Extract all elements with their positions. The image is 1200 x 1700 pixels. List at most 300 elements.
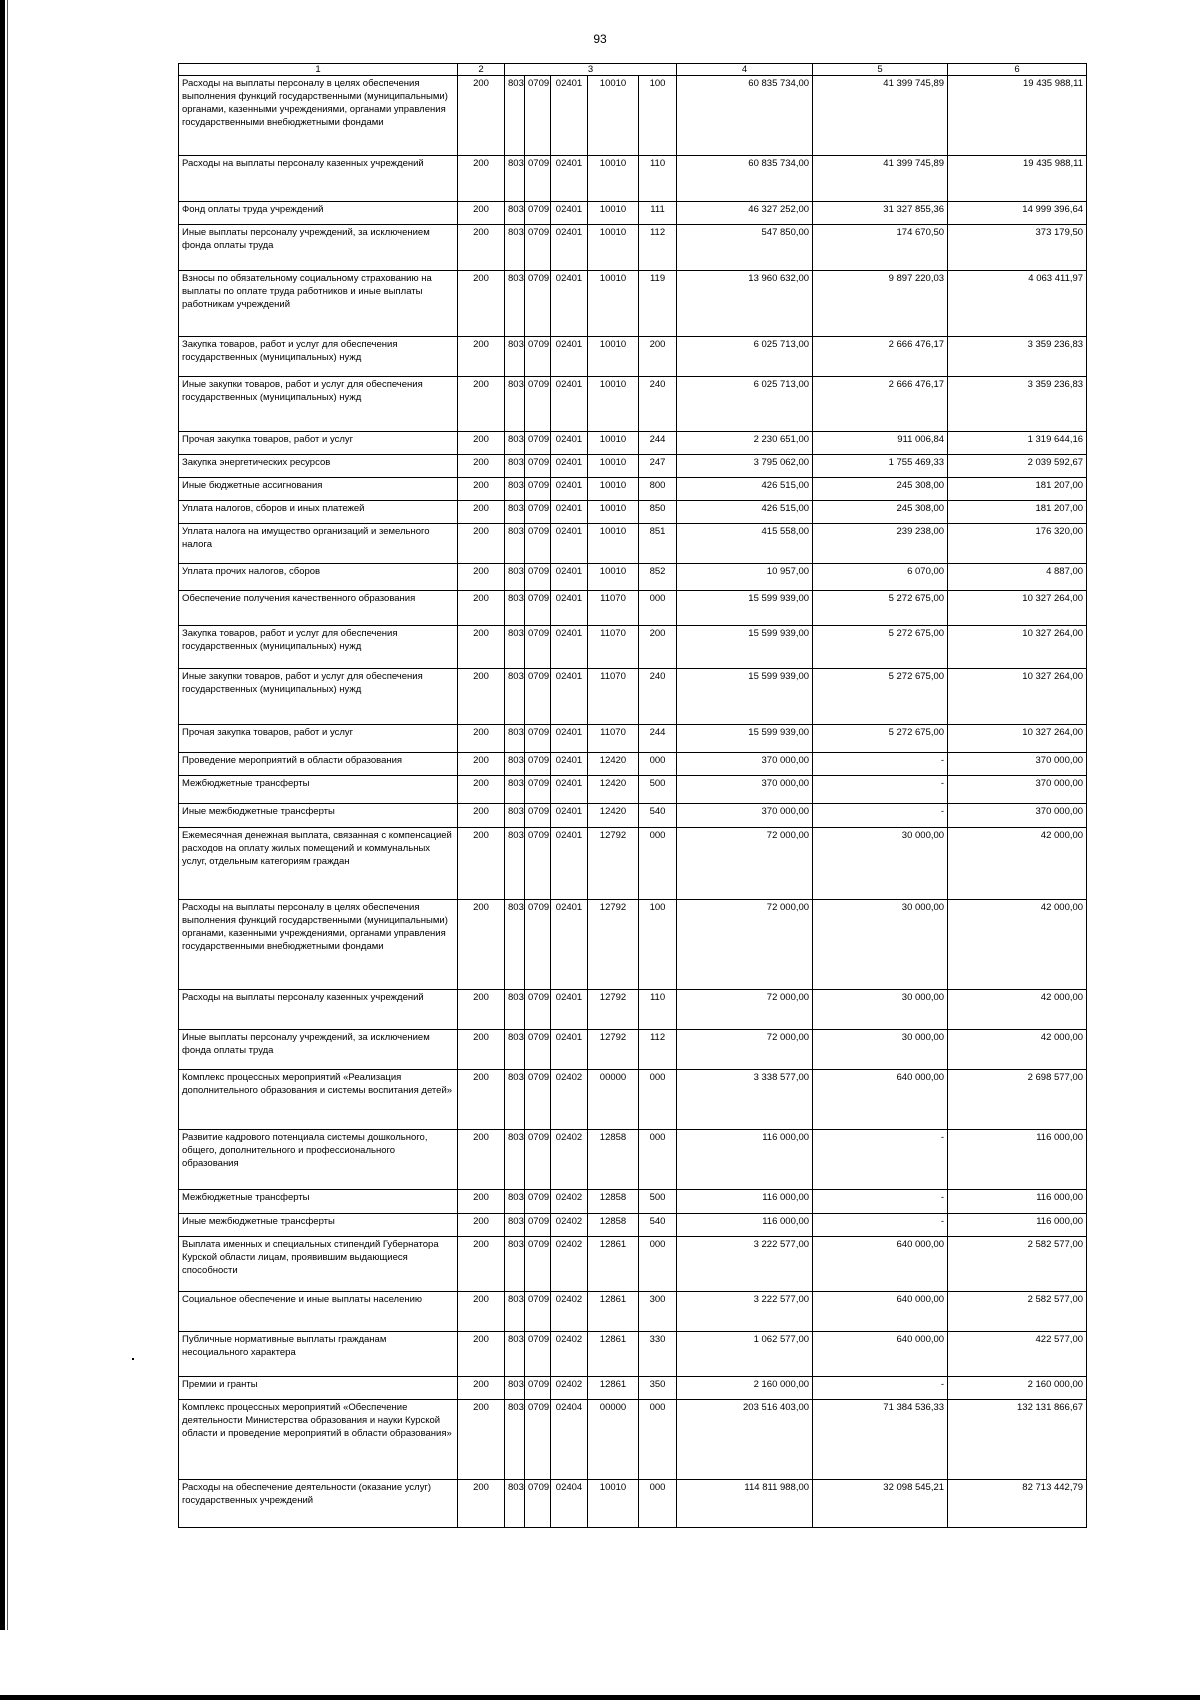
amount-col5: 1 755 469,33 — [813, 455, 948, 478]
code-ministry: 803 — [505, 753, 525, 776]
code-section: 0709 — [525, 591, 551, 626]
code-ministry: 803 — [505, 202, 525, 225]
code-program: 02401 — [551, 478, 588, 501]
code-section: 0709 — [525, 478, 551, 501]
code-direction: 12792 — [588, 1030, 639, 1070]
code-section: 0709 — [525, 1480, 551, 1528]
column-header-2: 2 — [458, 64, 505, 76]
code-section: 0709 — [525, 337, 551, 377]
amount-col4: 116 000,00 — [677, 1214, 813, 1237]
code-col2: 200 — [458, 725, 505, 753]
amount-col6: 2 160 000,00 — [948, 1377, 1087, 1400]
code-col2: 200 — [458, 76, 505, 156]
amount-col6: 4 063 411,97 — [948, 271, 1087, 337]
code-section: 0709 — [525, 828, 551, 900]
row-name: Фонд оплаты труда учреждений — [179, 202, 458, 225]
code-program: 02401 — [551, 225, 588, 271]
code-ministry: 803 — [505, 524, 525, 564]
amount-col5: 32 098 545,21 — [813, 1480, 948, 1528]
code-section: 0709 — [525, 156, 551, 202]
page-number: 93 — [593, 32, 607, 46]
table-row — [179, 1480, 1087, 1528]
row-name: Расходы на выплаты персоналу казенных учреждений — [179, 990, 458, 1030]
row-name: Уплата налога на имущество организаций и земельного налога — [179, 524, 458, 564]
table-row — [179, 377, 1087, 432]
code-program: 02401 — [551, 202, 588, 225]
amount-col4: 3 795 062,00 — [677, 455, 813, 478]
code-program: 02401 — [551, 776, 588, 804]
code-ministry: 803 — [505, 1190, 525, 1214]
code-program: 02401 — [551, 564, 588, 591]
amount-col6: 2 582 577,00 — [948, 1237, 1087, 1292]
amount-col5: 239 238,00 — [813, 524, 948, 564]
code-ministry: 803 — [505, 1377, 525, 1400]
amount-col5: 5 272 675,00 — [813, 591, 948, 626]
table-row — [179, 1332, 1087, 1377]
code-col2: 200 — [458, 225, 505, 271]
table-row — [179, 1400, 1087, 1480]
code-direction: 10010 — [588, 524, 639, 564]
code-direction: 00000 — [588, 1400, 639, 1480]
amount-col4: 72 000,00 — [677, 828, 813, 900]
amount-col4: 1 062 577,00 — [677, 1332, 813, 1377]
code-col2: 200 — [458, 591, 505, 626]
amount-col4: 72 000,00 — [677, 900, 813, 990]
amount-col4: 10 957,00 — [677, 564, 813, 591]
code-ministry: 803 — [505, 156, 525, 202]
code-section: 0709 — [525, 225, 551, 271]
amount-col4: 547 850,00 — [677, 225, 813, 271]
code-section: 0709 — [525, 1214, 551, 1237]
amount-col6: 2 582 577,00 — [948, 1292, 1087, 1332]
code-program: 02401 — [551, 725, 588, 753]
code-col2: 200 — [458, 1070, 505, 1130]
code-section: 0709 — [525, 626, 551, 669]
code-col2: 200 — [458, 1237, 505, 1292]
amount-col4: 72 000,00 — [677, 1030, 813, 1070]
code-ministry: 803 — [505, 377, 525, 432]
code-ministry: 803 — [505, 1030, 525, 1070]
row-name: Взносы по обязательному социальному страхованию на выплаты по оплате труда работников и иные выплаты работникам учреждений — [179, 271, 458, 337]
code-expense-type: 119 — [639, 271, 677, 337]
amount-col5: 174 670,50 — [813, 225, 948, 271]
code-expense-type: 851 — [639, 524, 677, 564]
code-col2: 200 — [458, 455, 505, 478]
table-row — [179, 478, 1087, 501]
amount-col6: 3 359 236,83 — [948, 377, 1087, 432]
amount-col6: 116 000,00 — [948, 1130, 1087, 1190]
code-col2: 200 — [458, 478, 505, 501]
code-direction: 10010 — [588, 76, 639, 156]
code-expense-type: 240 — [639, 669, 677, 725]
code-section: 0709 — [525, 1400, 551, 1480]
amount-col5: - — [813, 753, 948, 776]
table-row — [179, 725, 1087, 753]
code-col2: 200 — [458, 156, 505, 202]
code-ministry: 803 — [505, 337, 525, 377]
amount-col5: 640 000,00 — [813, 1070, 948, 1130]
amount-col6: 42 000,00 — [948, 990, 1087, 1030]
amount-col4: 116 000,00 — [677, 1130, 813, 1190]
amount-col4: 6 025 713,00 — [677, 337, 813, 377]
code-expense-type: 300 — [639, 1292, 677, 1332]
code-section: 0709 — [525, 804, 551, 828]
code-program: 02402 — [551, 1070, 588, 1130]
table-row — [179, 1377, 1087, 1400]
code-ministry: 803 — [505, 1292, 525, 1332]
code-direction: 12420 — [588, 753, 639, 776]
row-name: Межбюджетные трансферты — [179, 776, 458, 804]
code-program: 02402 — [551, 1190, 588, 1214]
code-direction: 12420 — [588, 804, 639, 828]
amount-col5: 2 666 476,17 — [813, 377, 948, 432]
code-ministry: 803 — [505, 626, 525, 669]
amount-col5: - — [813, 804, 948, 828]
code-section: 0709 — [525, 776, 551, 804]
code-expense-type: 000 — [639, 1237, 677, 1292]
table-row — [179, 432, 1087, 455]
amount-col5: 245 308,00 — [813, 478, 948, 501]
code-section: 0709 — [525, 524, 551, 564]
code-col2: 200 — [458, 564, 505, 591]
table-row — [179, 1070, 1087, 1130]
code-ministry: 803 — [505, 725, 525, 753]
code-section: 0709 — [525, 900, 551, 990]
amount-col6: 422 577,00 — [948, 1332, 1087, 1377]
code-expense-type: 111 — [639, 202, 677, 225]
code-program: 02402 — [551, 1332, 588, 1377]
amount-col4: 114 811 988,00 — [677, 1480, 813, 1528]
code-ministry: 803 — [505, 1214, 525, 1237]
code-col2: 200 — [458, 1214, 505, 1237]
amount-col6: 370 000,00 — [948, 776, 1087, 804]
row-name: Прочая закупка товаров, работ и услуг — [179, 432, 458, 455]
table-row — [179, 828, 1087, 900]
code-ministry: 803 — [505, 455, 525, 478]
table-row — [179, 225, 1087, 271]
code-col2: 200 — [458, 1130, 505, 1190]
amount-col6: 181 207,00 — [948, 501, 1087, 524]
row-name: Публичные нормативные выплаты гражданам несоциального характера — [179, 1332, 458, 1377]
code-col2: 200 — [458, 828, 505, 900]
amount-col4: 46 327 252,00 — [677, 202, 813, 225]
amount-col6: 82 713 442,79 — [948, 1480, 1087, 1528]
code-program: 02401 — [551, 990, 588, 1030]
amount-col6: 132 131 866,67 — [948, 1400, 1087, 1480]
table-row — [179, 900, 1087, 990]
amount-col4: 15 599 939,00 — [677, 626, 813, 669]
code-program: 02401 — [551, 828, 588, 900]
row-name: Закупка энергетических ресурсов — [179, 455, 458, 478]
budget-table — [178, 63, 1087, 1528]
code-col2: 200 — [458, 501, 505, 524]
amount-col4: 3 338 577,00 — [677, 1070, 813, 1130]
amount-col6: 370 000,00 — [948, 753, 1087, 776]
code-program: 02401 — [551, 432, 588, 455]
code-program: 02401 — [551, 591, 588, 626]
amount-col6: 10 327 264,00 — [948, 725, 1087, 753]
code-ministry: 803 — [505, 225, 525, 271]
code-ministry: 803 — [505, 828, 525, 900]
code-direction: 12792 — [588, 900, 639, 990]
code-ministry: 803 — [505, 669, 525, 725]
row-name: Закупка товаров, работ и услуг для обеспечения государственных (муниципальных) нужд — [179, 337, 458, 377]
amount-col6: 42 000,00 — [948, 828, 1087, 900]
code-ministry: 803 — [505, 501, 525, 524]
code-expense-type: 800 — [639, 478, 677, 501]
amount-col4: 370 000,00 — [677, 753, 813, 776]
code-col2: 200 — [458, 804, 505, 828]
amount-col5: - — [813, 1130, 948, 1190]
row-name: Расходы на выплаты персоналу казенных учреждений — [179, 156, 458, 202]
code-expense-type: 200 — [639, 337, 677, 377]
code-expense-type: 000 — [639, 1480, 677, 1528]
code-expense-type: 000 — [639, 1130, 677, 1190]
amount-col4: 6 025 713,00 — [677, 377, 813, 432]
code-direction: 11070 — [588, 626, 639, 669]
code-expense-type: 110 — [639, 156, 677, 202]
amount-col5: 640 000,00 — [813, 1237, 948, 1292]
table-row — [179, 202, 1087, 225]
code-ministry: 803 — [505, 1130, 525, 1190]
amount-col4: 3 222 577,00 — [677, 1292, 813, 1332]
amount-col6: 176 320,00 — [948, 524, 1087, 564]
code-direction: 10010 — [588, 432, 639, 455]
code-expense-type: 112 — [639, 1030, 677, 1070]
amount-col6: 4 887,00 — [948, 564, 1087, 591]
amount-col5: 41 399 745,89 — [813, 76, 948, 156]
table-row — [179, 990, 1087, 1030]
code-ministry: 803 — [505, 1070, 525, 1130]
code-col2: 200 — [458, 990, 505, 1030]
code-section: 0709 — [525, 1130, 551, 1190]
amount-col5: - — [813, 1190, 948, 1214]
amount-col6: 19 435 988,11 — [948, 156, 1087, 202]
code-ministry: 803 — [505, 591, 525, 626]
code-direction: 10010 — [588, 377, 639, 432]
code-expense-type: 247 — [639, 455, 677, 478]
code-ministry: 803 — [505, 564, 525, 591]
code-section: 0709 — [525, 669, 551, 725]
amount-col4: 60 835 734,00 — [677, 76, 813, 156]
amount-col6: 370 000,00 — [948, 804, 1087, 828]
code-col2: 200 — [458, 271, 505, 337]
code-program: 02401 — [551, 455, 588, 478]
code-expense-type: 350 — [639, 1377, 677, 1400]
code-expense-type: 500 — [639, 1190, 677, 1214]
table-row — [179, 753, 1087, 776]
row-name: Премии и гранты — [179, 1377, 458, 1400]
row-name: Развитие кадрового потенциала системы дошкольного, общего, дополнительного и профессионального образования — [179, 1130, 458, 1190]
row-name: Иные выплаты персоналу учреждений, за исключением фонда оплаты труда — [179, 1030, 458, 1070]
table-row — [179, 1030, 1087, 1070]
code-ministry: 803 — [505, 432, 525, 455]
scan-edge-left-inner — [7, 0, 8, 1630]
code-expense-type: 000 — [639, 591, 677, 626]
budget-table-body — [179, 64, 1087, 1528]
amount-col4: 426 515,00 — [677, 478, 813, 501]
code-expense-type: 244 — [639, 725, 677, 753]
row-name: Обеспечение получения качественного образования — [179, 591, 458, 626]
code-expense-type: 110 — [639, 990, 677, 1030]
amount-col4: 2 230 651,00 — [677, 432, 813, 455]
amount-col6: 10 327 264,00 — [948, 626, 1087, 669]
row-name: Уплата прочих налогов, сборов — [179, 564, 458, 591]
table-row — [179, 564, 1087, 591]
row-name: Уплата налогов, сборов и иных платежей — [179, 501, 458, 524]
amount-col5: 5 272 675,00 — [813, 626, 948, 669]
code-col2: 200 — [458, 1480, 505, 1528]
code-section: 0709 — [525, 990, 551, 1030]
amount-col5: 640 000,00 — [813, 1332, 948, 1377]
table-row — [179, 626, 1087, 669]
scan-edge-bottom — [0, 1695, 1200, 1700]
code-section: 0709 — [525, 1292, 551, 1332]
code-expense-type: 852 — [639, 564, 677, 591]
code-direction: 10010 — [588, 271, 639, 337]
code-col2: 200 — [458, 900, 505, 990]
amount-col6: 10 327 264,00 — [948, 591, 1087, 626]
code-col2: 200 — [458, 1292, 505, 1332]
amount-col5: 5 272 675,00 — [813, 669, 948, 725]
column-header-4: 4 — [677, 64, 813, 76]
code-section: 0709 — [525, 432, 551, 455]
code-col2: 200 — [458, 753, 505, 776]
amount-col6: 2 039 592,67 — [948, 455, 1087, 478]
code-section: 0709 — [525, 501, 551, 524]
code-ministry: 803 — [505, 804, 525, 828]
amount-col4: 203 516 403,00 — [677, 1400, 813, 1480]
amount-col5: 30 000,00 — [813, 900, 948, 990]
code-section: 0709 — [525, 1190, 551, 1214]
scan-speck — [132, 1358, 134, 1360]
code-direction: 00000 — [588, 1070, 639, 1130]
code-col2: 200 — [458, 524, 505, 564]
row-name: Иные межбюджетные трансферты — [179, 1214, 458, 1237]
table-row — [179, 76, 1087, 156]
row-name: Иные межбюджетные трансферты — [179, 804, 458, 828]
code-program: 02402 — [551, 1237, 588, 1292]
amount-col5: 71 384 536,33 — [813, 1400, 948, 1480]
code-section: 0709 — [525, 725, 551, 753]
amount-col4: 60 835 734,00 — [677, 156, 813, 202]
code-direction: 10010 — [588, 478, 639, 501]
code-col2: 200 — [458, 1400, 505, 1480]
code-program: 02404 — [551, 1480, 588, 1528]
amount-col5: 30 000,00 — [813, 990, 948, 1030]
code-col2: 200 — [458, 432, 505, 455]
code-program: 02401 — [551, 753, 588, 776]
code-program: 02401 — [551, 271, 588, 337]
code-section: 0709 — [525, 377, 551, 432]
code-direction: 10010 — [588, 156, 639, 202]
code-program: 02401 — [551, 76, 588, 156]
amount-col6: 42 000,00 — [948, 900, 1087, 990]
code-ministry: 803 — [505, 1400, 525, 1480]
code-direction: 12861 — [588, 1377, 639, 1400]
code-col2: 200 — [458, 1377, 505, 1400]
table-row — [179, 1292, 1087, 1332]
row-name: Проведение мероприятий в области образования — [179, 753, 458, 776]
amount-col6: 116 000,00 — [948, 1190, 1087, 1214]
column-number-row — [179, 64, 1087, 76]
amount-col6: 1 319 644,16 — [948, 432, 1087, 455]
column-header-6: 6 — [948, 64, 1087, 76]
amount-col6: 181 207,00 — [948, 478, 1087, 501]
amount-col5: 9 897 220,03 — [813, 271, 948, 337]
amount-col6: 42 000,00 — [948, 1030, 1087, 1070]
code-expense-type: 850 — [639, 501, 677, 524]
code-program: 02401 — [551, 377, 588, 432]
code-section: 0709 — [525, 271, 551, 337]
code-program: 02401 — [551, 337, 588, 377]
amount-col4: 370 000,00 — [677, 804, 813, 828]
amount-col5: 30 000,00 — [813, 1030, 948, 1070]
scan-edge-left — [0, 0, 5, 1630]
table-row — [179, 669, 1087, 725]
code-expense-type: 330 — [639, 1332, 677, 1377]
code-program: 02401 — [551, 804, 588, 828]
code-expense-type: 112 — [639, 225, 677, 271]
amount-col4: 415 558,00 — [677, 524, 813, 564]
code-expense-type: 000 — [639, 1070, 677, 1130]
code-expense-type: 100 — [639, 900, 677, 990]
code-program: 02402 — [551, 1377, 588, 1400]
code-col2: 200 — [458, 1332, 505, 1377]
amount-col4: 370 000,00 — [677, 776, 813, 804]
row-name: Иные закупки товаров, работ и услуг для обеспечения государственных (муниципальных) нужд — [179, 377, 458, 432]
column-header-5: 5 — [813, 64, 948, 76]
row-name: Социальное обеспечение и иные выплаты населению — [179, 1292, 458, 1332]
code-section: 0709 — [525, 753, 551, 776]
amount-col4: 13 960 632,00 — [677, 271, 813, 337]
code-ministry: 803 — [505, 900, 525, 990]
row-name: Расходы на выплаты персоналу в целях обеспечения выполнения функций государственными (муниципальными) органами, казенными учреждениями, органами управления государственными внебюджетными фондами — [179, 900, 458, 990]
table-row — [179, 455, 1087, 478]
code-expense-type: 000 — [639, 1400, 677, 1480]
row-name: Комплекс процессных мероприятий «Реализация дополнительного образования и системы воспитания детей» — [179, 1070, 458, 1130]
table-row — [179, 591, 1087, 626]
code-direction: 11070 — [588, 669, 639, 725]
amount-col4: 2 160 000,00 — [677, 1377, 813, 1400]
code-direction: 12858 — [588, 1214, 639, 1237]
code-direction: 12858 — [588, 1130, 639, 1190]
code-col2: 200 — [458, 1190, 505, 1214]
amount-col4: 15 599 939,00 — [677, 725, 813, 753]
amount-col5: 5 272 675,00 — [813, 725, 948, 753]
table-row — [179, 1190, 1087, 1214]
code-expense-type: 244 — [639, 432, 677, 455]
code-direction: 10010 — [588, 337, 639, 377]
amount-col5: 30 000,00 — [813, 828, 948, 900]
code-section: 0709 — [525, 1030, 551, 1070]
code-program: 02401 — [551, 626, 588, 669]
code-ministry: 803 — [505, 1480, 525, 1528]
column-header-3: 3 — [505, 64, 677, 76]
code-direction: 11070 — [588, 591, 639, 626]
code-section: 0709 — [525, 202, 551, 225]
code-col2: 200 — [458, 1030, 505, 1070]
code-expense-type: 000 — [639, 828, 677, 900]
row-name: Иные бюджетные ассигнования — [179, 478, 458, 501]
code-direction: 10010 — [588, 225, 639, 271]
code-direction: 10010 — [588, 564, 639, 591]
code-direction: 10010 — [588, 501, 639, 524]
code-expense-type: 540 — [639, 804, 677, 828]
code-program: 02402 — [551, 1214, 588, 1237]
amount-col4: 15 599 939,00 — [677, 669, 813, 725]
amount-col4: 15 599 939,00 — [677, 591, 813, 626]
